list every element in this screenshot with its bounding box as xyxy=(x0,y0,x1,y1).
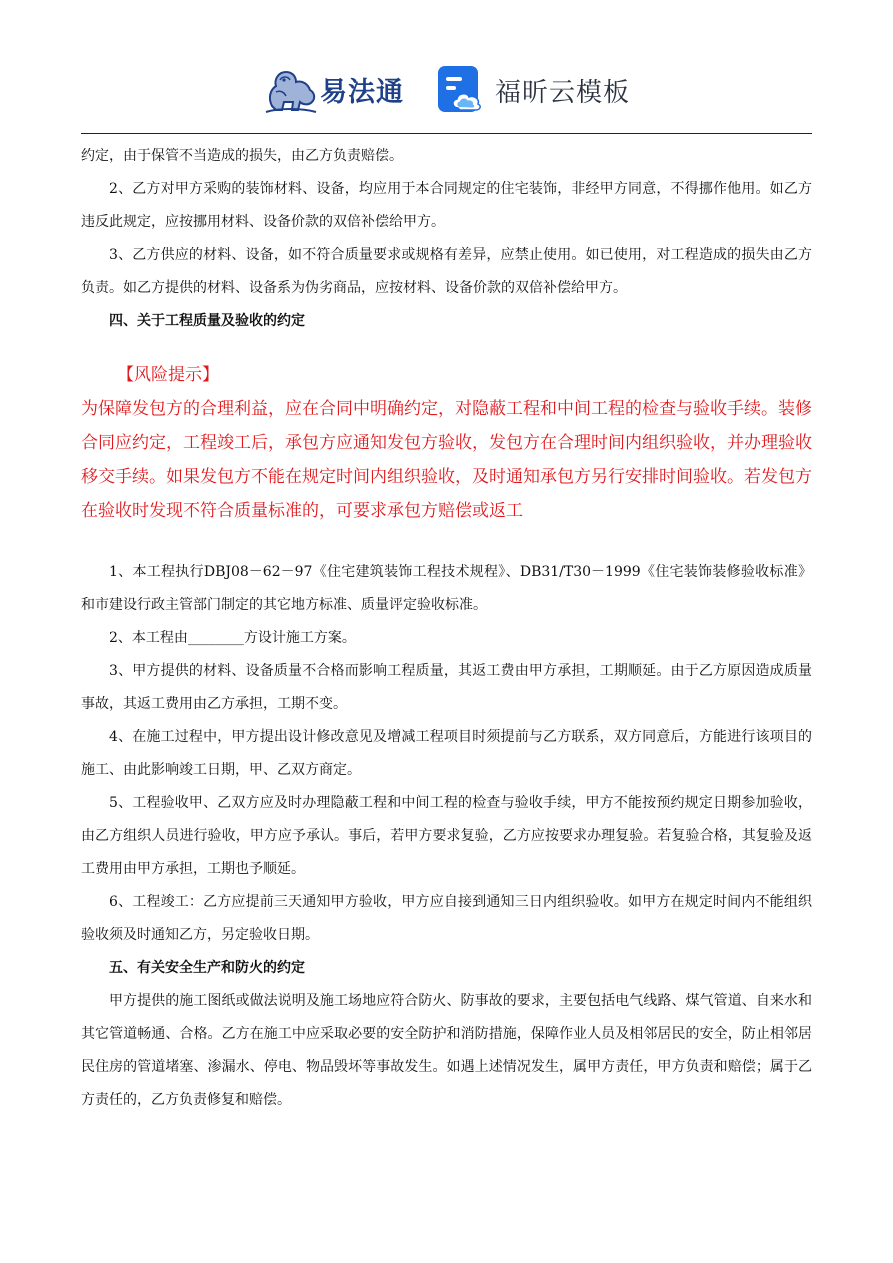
clause-item: 5、工程验收甲、乙双方应及时办理隐蔽工程和中间工程的检查与验收手续，甲方不能按预约规定日期参加验收，由乙方组织人员进行验收，甲方应予承认。事后，若甲方要求复验，乙方应按要求办理复验。若复验合格，其复验及返工费用由甲方承担，工期也予顺延。 xyxy=(81,795,812,877)
risk-notice-body: 为保障发包方的合理利益，应在合同中明确约定，对隐蔽工程和中间工程的检查与验收手续。装修合同应约定，工程竣工后，承包方应通知发包方验收，发包方在合理时间内组织验收，并办理验收移交手续。如果发包方不能在规定时间内组织验收，及时通知承包方另行安排时间验收。若发包方在验收时发现不符合质量标准的，可要求承包方赔偿或返工 xyxy=(81,399,812,521)
risk-notice-title: 【风险提示】 xyxy=(117,365,219,385)
lion-emblem-icon xyxy=(262,62,320,118)
document-body xyxy=(81,140,812,1117)
clause-item: 6、工程竣工：乙方应提前三天通知甲方验收，甲方应自接到通知三日内组织验收。如甲方在规定时间内不能组织验收须及时通知乙方，另定验收日期。 xyxy=(81,894,812,943)
foxit-template-brand: 福昕云模板 xyxy=(495,78,631,108)
paragraph: 3、乙方供应的材料、设备，如不符合质量要求或规格有差异，应禁止使用。如已使用，对工程造成的损失由乙方负责。如乙方提供的材料、设备系为伪劣商品，应按材料、设备价款的双倍补偿给甲方。 xyxy=(81,247,812,296)
clause-item: 4、在施工过程中，甲方提出设计修改意见及增减工程项目时须提前与乙方联系，双方同意后，方能进行该项目的施工、由此影响竣工日期，甲、乙双方商定。 xyxy=(81,729,812,778)
logo-text: 易法通 xyxy=(320,77,404,108)
paragraph: 2、乙方对甲方采购的装饰材料、设备，均应用于本合同规定的住宅装饰，非经甲方同意，不得挪作他用。如乙方违反此规定，应按挪用材料、设备价款的双倍补偿给甲方。 xyxy=(81,181,812,230)
yifatong-logo xyxy=(262,62,412,118)
clause-item: 1、本工程执行DBJ08－62－97《住宅建筑装饰工程技术规程》、DB31/T30－1999《住宅装饰装修验收标准》和市建设行政主管部门制定的其它地方标准、质量评定验收标准。 xyxy=(81,564,812,613)
page-header xyxy=(0,58,893,124)
risk-notice xyxy=(81,358,812,528)
paragraph-continuation: 约定，由于保管不当造成的损失，由乙方负责赔偿。 xyxy=(81,148,403,164)
section-heading: 五、有关安全生产和防火的约定 xyxy=(109,960,305,976)
header-divider xyxy=(81,133,812,134)
paragraph: 甲方提供的施工图纸或做法说明及施工场地应符合防火、防事故的要求，主要包括电气线路、煤气管道、自来水和其它管道畅通、合格。乙方在施工中应采取必要的安全防护和消防措施，保障作业人员及相邻居民的安全，防止相邻居民住房的管道堵塞、渗漏水、停电、物品毁坏等事故发生。如遇上述情况发生，属甲方责任，甲方负责和赔偿；属于乙方责任的，乙方负责修复和赔偿。 xyxy=(81,993,812,1108)
clause-item: 2、本工程由________方设计施工方案。 xyxy=(109,630,356,646)
section-heading: 四、关于工程质量及验收的约定 xyxy=(109,313,305,329)
cloud-document-icon xyxy=(436,66,484,114)
clause-item: 3、甲方提供的材料、设备质量不合格而影响工程质量，其返工费由甲方承担，工期顺延。由于乙方原因造成质量事故，其返工费用由乙方承担，工期不变。 xyxy=(81,663,812,712)
